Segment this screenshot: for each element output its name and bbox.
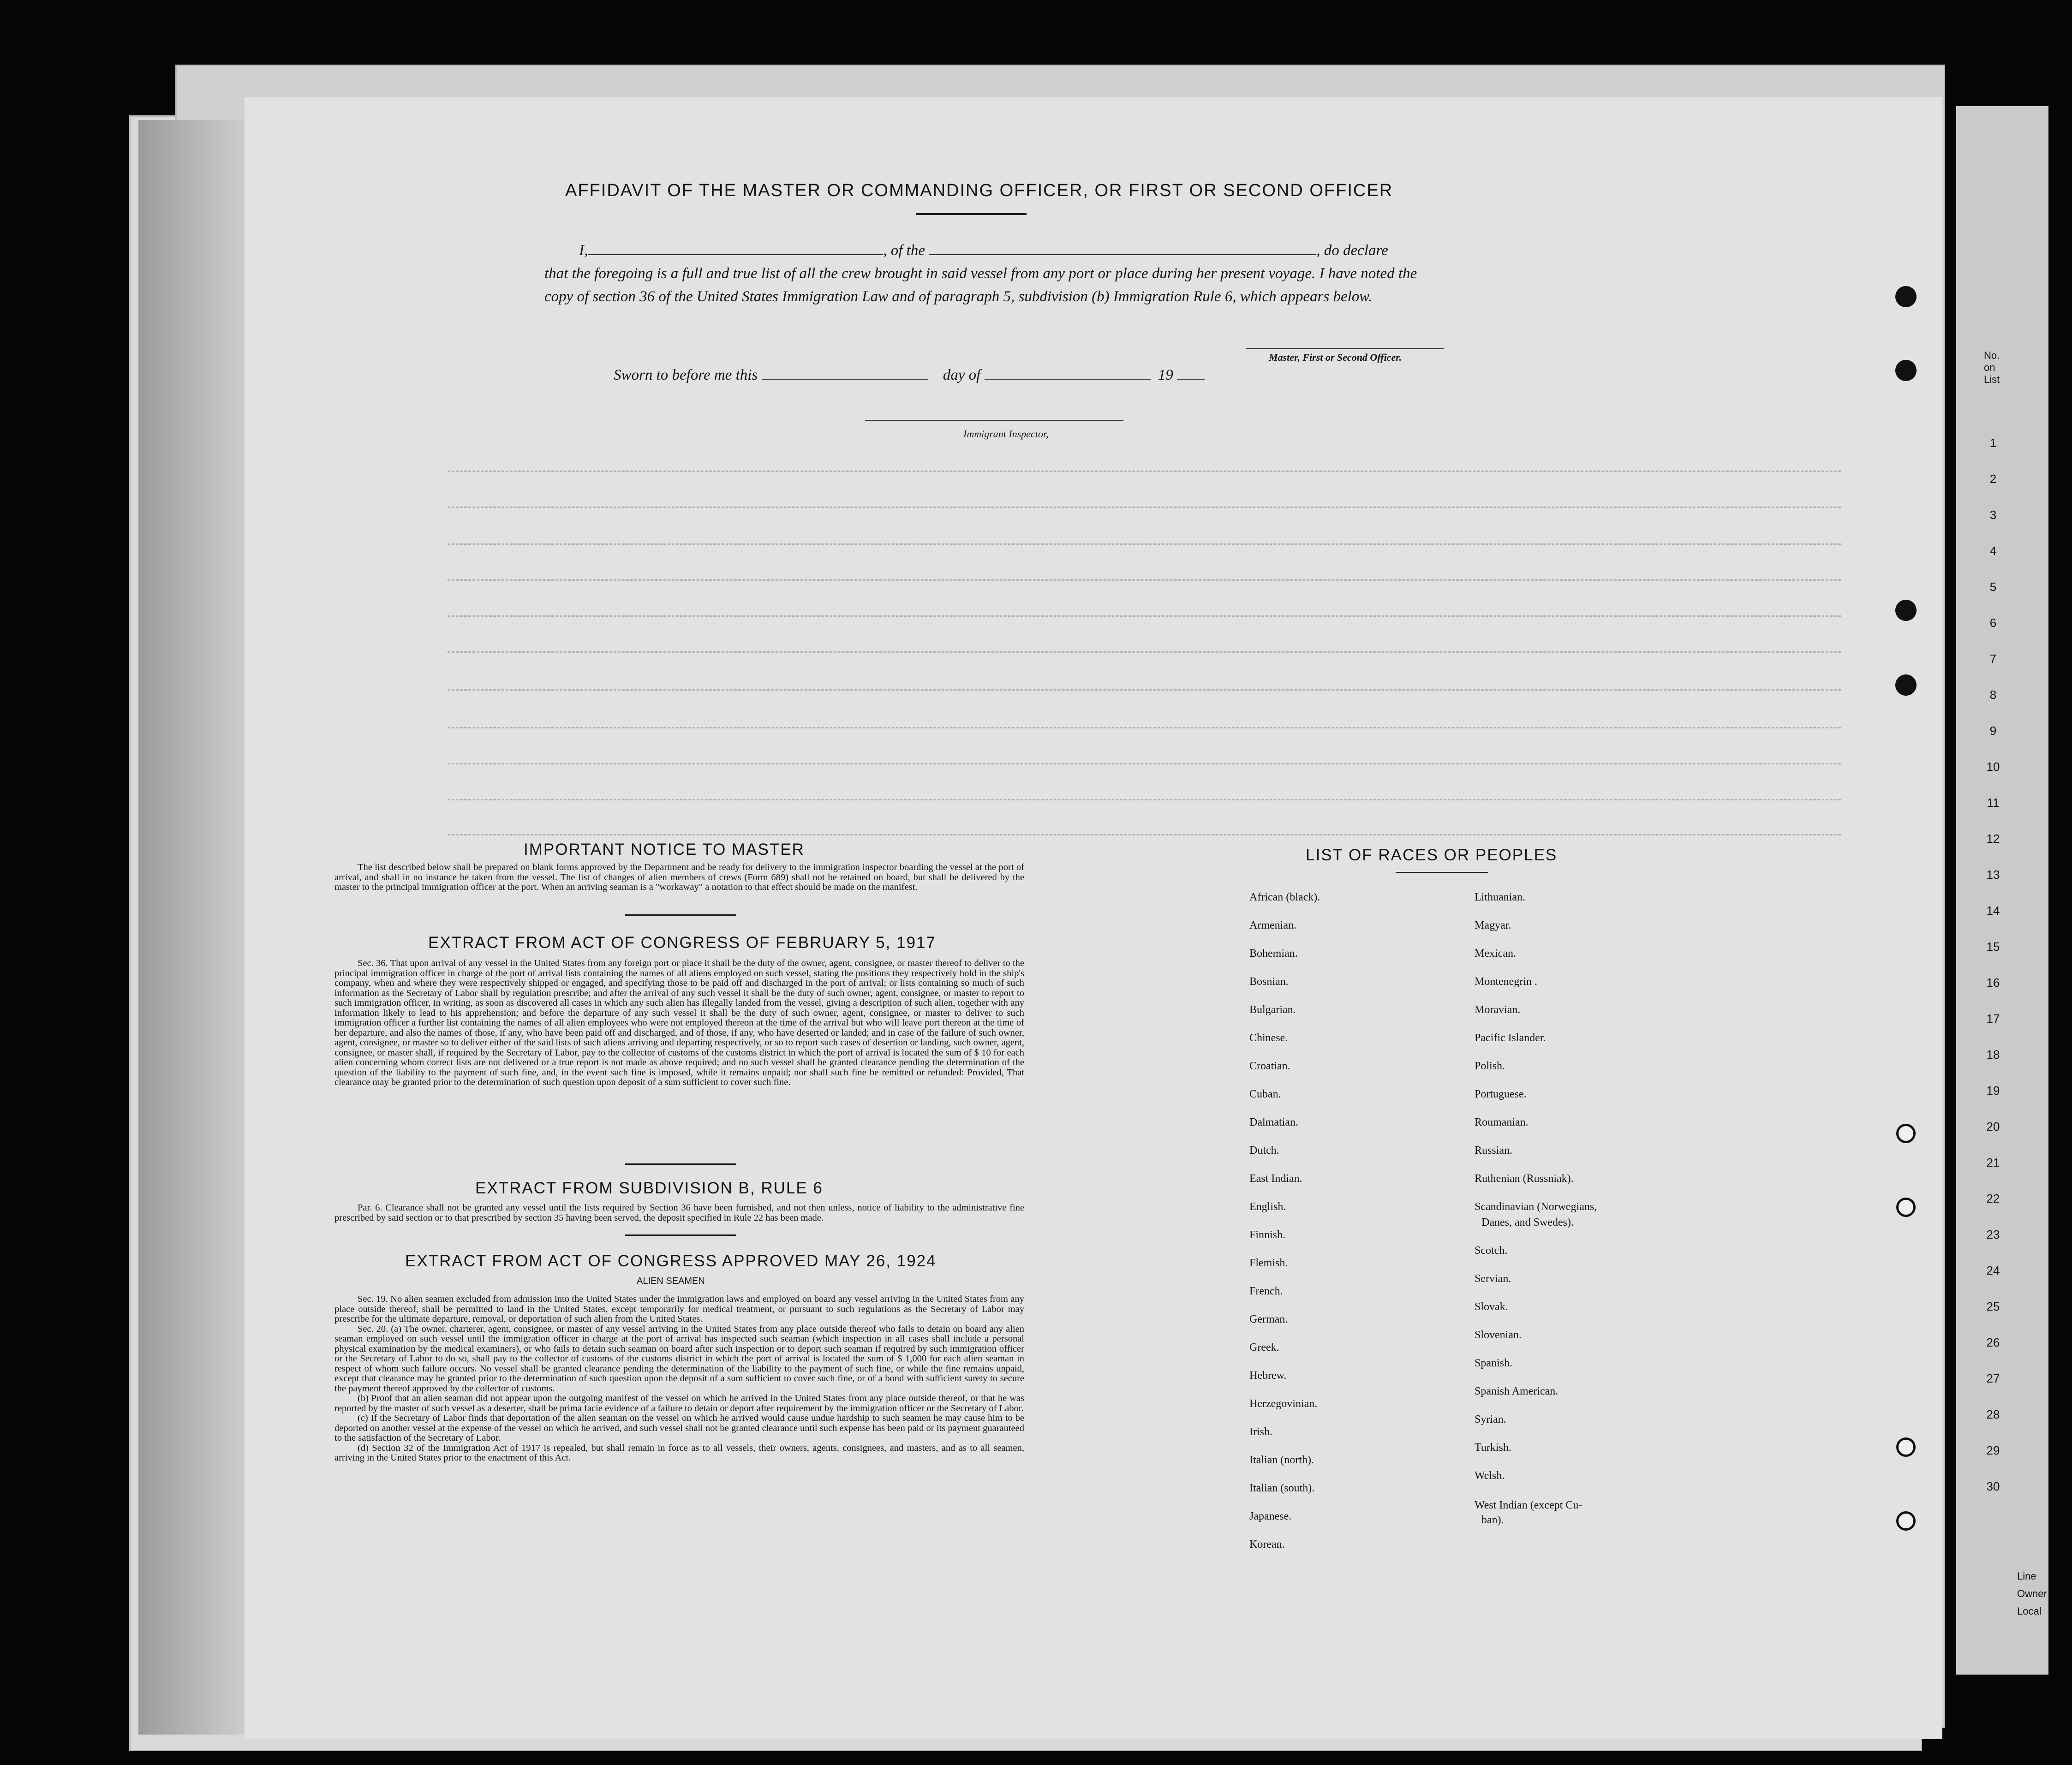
row-number: 30	[1986, 1479, 2000, 1493]
race-item: Pacific Islander.	[1475, 1032, 1546, 1044]
row-number: 21	[1986, 1156, 2000, 1169]
affidavit-title: AFFIDAVIT OF THE MASTER OR COMMANDING OFFICER, OR FIRST OR SECOND OFFICER	[565, 181, 1393, 200]
sworn-prefix: Sworn to before me this	[614, 367, 758, 383]
race-item: Italian (south).	[1249, 1482, 1315, 1494]
race-item: Bosnian.	[1249, 976, 1289, 988]
declaration-block	[544, 239, 1449, 308]
row-number: 6	[1989, 616, 1997, 630]
signature-line	[1246, 348, 1444, 349]
sec-20a-paragraph: Sec. 20. (a) The owner, charterer, agent, consignee, or master of any vessel arriving in the United States from any place outside thereof who fails to detain on board any alien seaman employed on such vessel until the immigration officer in charge at the port of arrival has inspected such seaman (which inspection in all cases shall include a personal physical examination by the medical examiners), or who fails to detain such seaman on board after such inspection or to deport such seaman if required by such immigration officer or the Secretary of Labor to do so, shall pay to the collector of customs of the customs district in which the port of arrival is located the sum of $ 1,000 for each alien seaman in respect of whom such failure occurs. No vessel shall be granted clearance pending the determination of the liability to the payment of such fine, or while the fine remains unpaid, except that clearance may be granted prior to the determination of such question upon the deposit of a sum sufficient to cover such fine, or of a bond with sufficient surety to secure the payment thereof approved by the collector of customs.	[334, 1324, 1024, 1394]
race-item: Herzegovinian.	[1249, 1398, 1318, 1410]
row-number: 20	[1986, 1120, 2000, 1133]
race-item: Bohemian.	[1249, 948, 1298, 960]
row-number: 17	[1986, 1012, 2000, 1026]
decl-do-declare: , do declare	[1316, 242, 1388, 259]
sheet-edge-shadow	[138, 120, 249, 1735]
row-number: 9	[1989, 724, 1997, 738]
row-number: 25	[1986, 1300, 2000, 1313]
races-title: LIST OF RACES OR PEOPLES	[1306, 846, 1558, 864]
strip-header-line: List	[1984, 374, 2000, 385]
race-item: Japanese.	[1249, 1510, 1292, 1522]
race-item: Russian.	[1475, 1145, 1513, 1157]
affidavit-title-rule	[916, 213, 1027, 215]
row-number: 12	[1986, 832, 2000, 846]
extract-1924-title: EXTRACT FROM ACT OF CONGRESS APPROVED MAY 26, 1924	[405, 1252, 937, 1270]
inspector-line	[865, 420, 1123, 421]
notice-title: IMPORTANT NOTICE TO MASTER	[524, 841, 805, 859]
strip-footer-line: Line	[2017, 1570, 2036, 1582]
punch-hole	[1896, 1437, 1916, 1457]
punch-hole	[1895, 674, 1917, 696]
rule6-title: EXTRACT FROM SUBDIVISION B, RULE 6	[475, 1179, 823, 1197]
rule6-body	[334, 1203, 1024, 1223]
race-item: Croatian.	[1249, 1060, 1290, 1072]
row-number: 1	[1989, 436, 1997, 450]
row-number: 13	[1986, 868, 2000, 882]
race-item: Hebrew.	[1249, 1370, 1287, 1382]
decl-of-the: , of the	[883, 242, 925, 259]
name-blank	[588, 254, 883, 255]
race-item: Turkish.	[1475, 1442, 1511, 1454]
manifest-back-page	[245, 97, 1942, 1739]
notice-rule	[625, 914, 736, 916]
race-item: Greek.	[1249, 1342, 1279, 1354]
race-item: Spanish American.	[1475, 1385, 1558, 1397]
extract-1924-body	[334, 1294, 1024, 1463]
race-item: Finnish.	[1249, 1229, 1286, 1241]
declaration-line-1	[544, 239, 1449, 262]
section-36-paragraph: Sec. 36. That upon arrival of any vessel in the United States from any foreign port or place it shall be the duty of the owner, agent, consignee, or master thereof to deliver to the principal immigration officer in charge of the port of arrival lists containing the names of all aliens employed on such vessel, stating the positions they respectively hold in the ship's company, when and where they were respectively shipped or engaged, and specifying those to be paid off and discharged in the port of arrival; or lists containing so much of such information as the Secretary of Labor shall by regulation prescribe; and after the arrival of any such vessel it shall be the duty of such owner, agent, consignee, or master to report to such immigration officer, in writing, as soon as discovered all cases in which any such alien has illegally landed from the vessel, giving a description of such alien, together with any information likely to lead to his apprehension; and before the departure of any such vessel it shall be the duty of such owner, agent, consignee, or master to deliver to such immigration officer a further list containing the names of all alien employees who were not employed thereon at the time of the arrival but who will leave port thereon at the time of her departure, and also the names of those, if any, who have been paid off and discharged, and of those, if any, who have deserted or landed; and in case of the failure of such owner, agent, consignee, or master so to deliver either of the said lists of such aliens arriving and departing respectively, or so to report such cases of desertion or landing, such owner, agent, consignee, or master shall, if required by the Secretary of Labor, pay to the collector of customs of the customs district in which the port of arrival is located the sum of $ 10 for each alien concerning whom correct lists are not delivered or a true report is not made as above required; and no such vessel shall be granted clearance pending the determination of the question of the liability to the payment of such fine, and, in the event such fine is imposed, while it remains unpaid; nor shall such fine be remitted or refunded: Provided, That clearance may be granted prior to the determination of such question upon deposit of a sum sufficient to cover such fine.	[334, 958, 1024, 1087]
row-number: 26	[1986, 1336, 2000, 1349]
race-item: Irish.	[1249, 1426, 1272, 1438]
row-number: 23	[1986, 1228, 2000, 1241]
extract-1917-rule	[625, 1163, 736, 1165]
race-item: Spanish.	[1475, 1357, 1513, 1369]
inspector-caption: Immigrant Inspector,	[963, 428, 1049, 440]
race-item: Portuguese.	[1475, 1088, 1527, 1100]
extract-1917-body	[334, 959, 1024, 1088]
race-item: Scotch.	[1475, 1245, 1508, 1257]
row-number: 19	[1986, 1084, 2000, 1097]
row-number: 27	[1986, 1371, 2000, 1385]
row-number: 2	[1989, 472, 1997, 486]
race-item: Polish.	[1475, 1060, 1505, 1072]
vessel-blank	[929, 254, 1316, 255]
race-item: English.	[1249, 1201, 1286, 1213]
punch-hole	[1895, 600, 1917, 621]
row-number: 8	[1989, 688, 1997, 702]
row-number: 18	[1986, 1048, 2000, 1061]
race-item: ban).	[1481, 1514, 1504, 1526]
sec-20d-paragraph: (d) Section 32 of the Immigration Act of 1917 is repealed, but shall remain in force as to all vessels, their owners, agents, consignees, and masters, and as to all seamen, arriving in the United States prior to the enactment of this Act.	[334, 1443, 1024, 1463]
race-item: Welsh.	[1475, 1470, 1505, 1482]
row-number: 3	[1989, 508, 1997, 522]
strip-footer	[2017, 1568, 2047, 1620]
extract-1917-title: EXTRACT FROM ACT OF CONGRESS OF FEBRUARY 5, 1917	[428, 934, 936, 952]
strip-footer-line: Local	[2017, 1605, 2042, 1617]
punch-hole	[1896, 1198, 1916, 1217]
sworn-month-blank	[985, 379, 1151, 380]
row-number: 16	[1986, 976, 2000, 990]
sworn-day-blank	[762, 379, 928, 380]
row-number: 28	[1986, 1407, 2000, 1421]
race-item: Korean.	[1249, 1538, 1285, 1550]
race-item: Syrian.	[1475, 1413, 1506, 1425]
row-number: 24	[1986, 1264, 2000, 1277]
sworn-line	[614, 367, 1205, 384]
strip-header-line: on	[1984, 362, 1995, 373]
race-item: Italian (north).	[1249, 1454, 1314, 1466]
strip-header	[1984, 350, 2000, 386]
race-item: Montenegrin .	[1475, 976, 1537, 988]
race-item: Roumanian.	[1475, 1116, 1529, 1128]
race-item: Danes, and Swedes).	[1481, 1216, 1574, 1228]
race-item: Magyar.	[1475, 919, 1511, 931]
race-item: Dalmatian.	[1249, 1116, 1298, 1128]
row-number: 11	[1987, 796, 2000, 810]
race-item: West Indian (except Cu-	[1475, 1499, 1582, 1511]
signature-caption: Master, First or Second Officer.	[1269, 352, 1402, 363]
sec-20c-paragraph: (c) If the Secretary of Labor finds that deportation of the alien seaman on the vessel on which he arrived would cause undue hardship to such seamen he may cause him to be deported on another vessel at the expense of the vessel on which he arrived, and such vessel shall not be granted clearance until such expense has been paid or its payment guaranteed to the satisfaction of the Secretary of Labor.	[334, 1413, 1024, 1443]
sec-20b-paragraph: (b) Proof that an alien seaman did not appear upon the outgoing manifest of the vessel on which he arrived in the United States from any place outside thereof, or that he was reported by the master of such vessel as a deserter, shall be prima facie evidence of a failure to detain or deport after requirement by the immigration officer or the Secretary of Labor.	[334, 1393, 1024, 1413]
row-number: 4	[1989, 544, 1997, 558]
adjacent-page-strip	[1956, 106, 2048, 1675]
race-item: Flemish.	[1249, 1257, 1288, 1269]
declaration-body: that the foregoing is a full and true list of all the crew brought in said vessel from any port or place during her present voyage. I have noted the copy of section 36 of the United States Immigration Law and of paragraph 5, subdivision (b) Immigration Rule 6, which appears below.	[544, 265, 1417, 305]
race-item: German.	[1249, 1313, 1288, 1325]
rule6-paragraph: Par. 6. Clearance shall not be granted any vessel until the lists required by Section 36 have been furnished, and not then unless, notice of liability to the administrative fine prescribed by said section or to that prescribed by section 35 having been served, the deposit specified in Rule 22 has been made.	[334, 1203, 1024, 1223]
row-number: 10	[1986, 760, 2000, 774]
race-item: African (black).	[1249, 891, 1320, 903]
race-item: East Indian.	[1249, 1173, 1302, 1185]
decl-i: I,	[579, 242, 588, 259]
extract-1924-subtitle: ALIEN SEAMEN	[637, 1276, 705, 1286]
race-item: Dutch.	[1249, 1145, 1279, 1157]
race-item: Lithuanian.	[1475, 891, 1525, 903]
sworn-year-blank	[1177, 379, 1205, 380]
race-item: Chinese.	[1249, 1032, 1288, 1044]
punch-hole	[1895, 360, 1917, 381]
row-number: 5	[1989, 580, 1997, 594]
race-item: Mexican.	[1475, 948, 1516, 960]
strip-footer-line: Owner	[2017, 1588, 2047, 1599]
race-item: Slovak.	[1475, 1301, 1508, 1313]
row-number: 14	[1986, 904, 2000, 918]
punch-hole	[1896, 1124, 1916, 1143]
strip-header-line: No.	[1984, 350, 2000, 361]
row-number: 7	[1989, 652, 1997, 666]
race-item: Ruthenian (Russniak).	[1475, 1173, 1574, 1185]
sec-19-paragraph: Sec. 19. No alien seamen excluded from admission into the United States under the immigration laws and employed on board any vessel arriving in the United States from any place outside thereof, shall be permitted to land in the United States, except temporarily for medical treatment, or pursuant to such regulations as the Secretary of Labor may prescribe for the ultimate departure, removal, or deportation of such alien from the United States.	[334, 1294, 1024, 1324]
sworn-day: day of	[943, 367, 981, 383]
row-number: 29	[1986, 1443, 2000, 1457]
race-item: Scandinavian (Norwegians,	[1475, 1201, 1597, 1213]
race-item: Bulgarian.	[1249, 1004, 1296, 1016]
races-title-rule	[1396, 872, 1488, 873]
row-number: 22	[1986, 1192, 2000, 1205]
notice-paragraph: The list described below shall be prepared on blank forms approved by the Department and be ready for delivery to the immigration inspector boarding the vessel at the port of arrival, and shall in no instance be taken from the vessel. The list of changes of alien members of crews (Form 689) shall not be retained on board, but shall be delivered by the master to the principal immigration officer at the port. When an arriving seaman is a "workaway" a notation to that effect should be made on the manifest.	[334, 862, 1024, 892]
race-item: Slovenian.	[1475, 1329, 1522, 1341]
race-item: Armenian.	[1249, 919, 1296, 931]
punch-hole	[1895, 286, 1917, 307]
race-item: Cuban.	[1249, 1088, 1281, 1100]
race-item: Moravian.	[1475, 1004, 1521, 1016]
notice-body	[334, 863, 1024, 893]
race-item: French.	[1249, 1285, 1283, 1297]
rule6-rule	[625, 1234, 736, 1236]
punch-hole	[1896, 1511, 1916, 1531]
row-number: 15	[1986, 940, 2000, 954]
sworn-year: 19	[1158, 367, 1173, 383]
race-item: Servian.	[1475, 1273, 1511, 1285]
